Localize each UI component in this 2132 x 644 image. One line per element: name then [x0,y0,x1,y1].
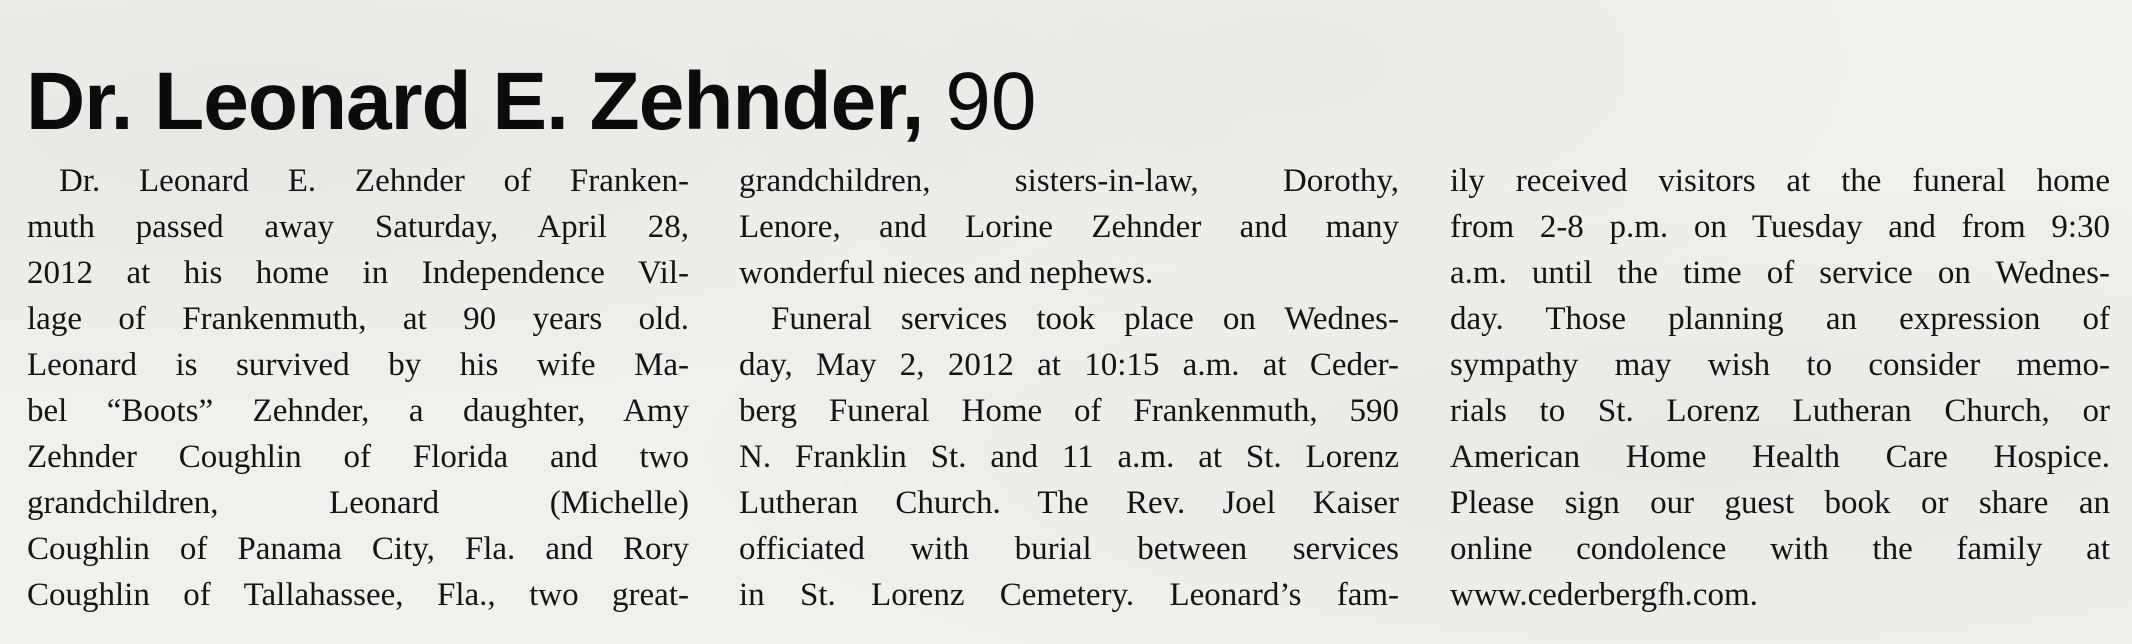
text-line: Coughlin of Tallahassee, Fla., two great- [27,577,689,613]
text-line: lage of Frankenmuth, at 90 years old. [27,301,689,337]
text-line: Coughlin of Panama City, Fla. and Rory [27,531,689,567]
text-line: ily received visitors at the funeral home [1450,163,2110,199]
text-line: 2012 at his home in Independence Vil- [27,255,689,291]
text-line: officiated with burial between services [739,531,1399,567]
text-line: Please sign our guest book or share an [1450,485,2110,521]
headline-name: Dr. Leonard E. Zehnder, [26,56,924,147]
text-line: Funeral services took place on Wednes- [771,301,1399,337]
text-line: from 2-8 p.m. on Tuesday and from 9:30 [1450,209,2110,245]
text-column-3 [1450,158,2110,618]
text-line: American Home Health Care Hospice. [1450,439,2110,475]
text-line: sympathy may wish to consider memo- [1450,347,2110,383]
text-line: day. Those planning an expression of [1450,301,2110,337]
text-line: bel “Boots” Zehnder, a daughter, Amy [27,393,689,429]
text-line: www.cederbergfh.com. [1450,577,1758,613]
show-through-decoration [60,0,2100,40]
text-line: in St. Lorenz Cemetery. Leonard’s fam- [739,577,1399,613]
text-line: Leonard is survived by his wife Ma- [27,347,689,383]
text-line: Lutheran Church. The Rev. Joel Kaiser [739,485,1399,521]
text-line: Lenore, and Lorine Zehnder and many [739,209,1399,245]
text-line: day, May 2, 2012 at 10:15 a.m. at Ceder- [739,347,1399,383]
text-line: Zehnder Coughlin of Florida and two [27,439,689,475]
text-line: muth passed away Saturday, April 28, [27,209,689,245]
text-column-1 [27,158,689,618]
text-line: berg Funeral Home of Frankenmuth, 590 [739,393,1399,429]
text-line: a.m. until the time of service on Wednes- [1450,255,2110,291]
text-line: grandchildren, sisters-in-law, Dorothy, [739,163,1399,199]
text-line: N. Franklin St. and 11 a.m. at St. Lorenz [739,439,1399,475]
text-line: Dr. Leonard E. Zehnder of Franken- [59,163,689,199]
text-line: grandchildren, Leonard (Michelle) [27,485,689,521]
text-line: rials to St. Lorenz Lutheran Church, or [1450,393,2110,429]
headline-age: 90 [945,56,1037,147]
text-line: wonderful nieces and nephews. [739,255,1154,291]
text-line: online condolence with the family at [1450,531,2110,567]
obituary-headline [26,52,1036,152]
text-column-2 [739,158,1399,618]
